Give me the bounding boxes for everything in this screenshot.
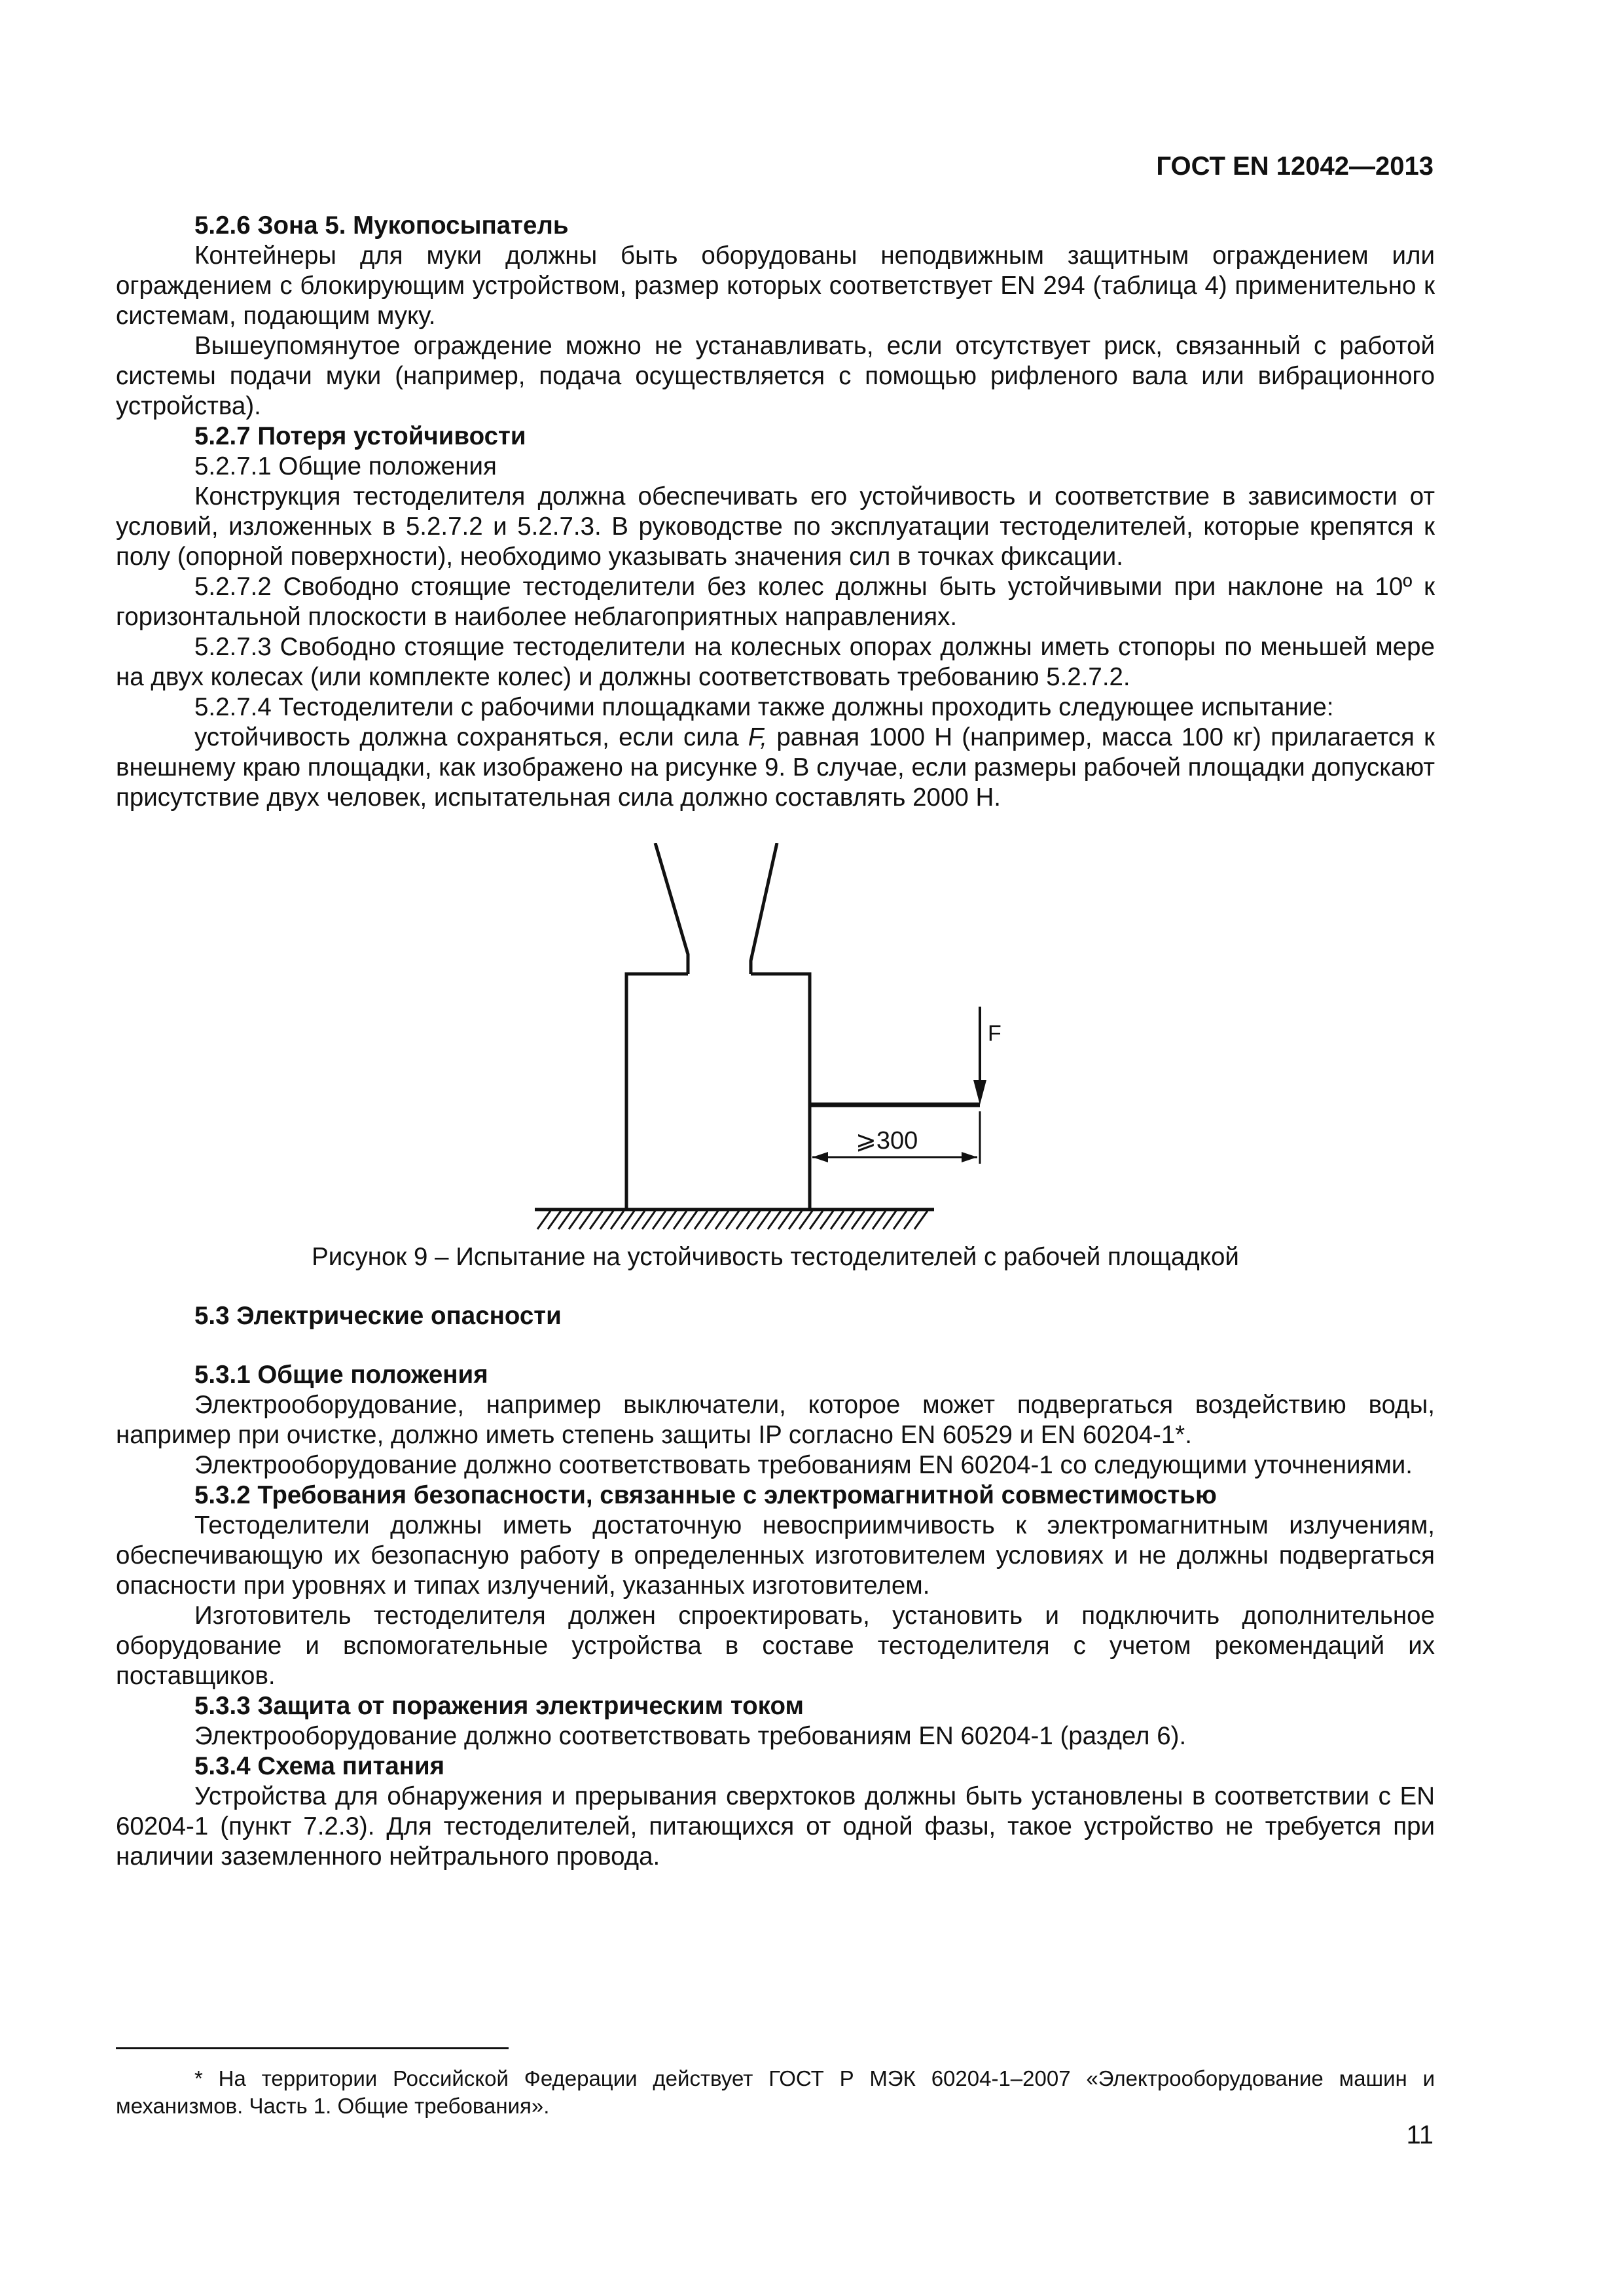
section-heading-5-3-4: 5.3.4 Схема питания (194, 1752, 445, 1780)
paragraph: Устройства для обнаружения и прерывания сверхтоков должны быть установлены в соответствии с EN 60204-1 (пункт 7.2.3). Для тестоделителей, питающихся от одной фазы, такое устройство не требуется при наличии заземленного нейтрального провода. (116, 1782, 1435, 1871)
paragraph: Электрооборудование должно соответствовать требованиям EN 60204-1 (раздел 6). (194, 1722, 1187, 1750)
footnote: * На территории Российской Федерации действует ГОСТ Р МЭК 60204-1–2007 «Электрооборудование машин и механизмов. Часть 1. Общие требования». (116, 2066, 1435, 2118)
paragraph: Конструкция тестоделителя должна обеспечивать его устойчивость и соответствие в зависимости от условий, изложенных в 5.2.7.2 и 5.2.7.3. В руководстве по эксплуатации тестоделителей, которые крепятся к полу (опорной поверхности), необходимо указывать значения сил в точках фиксации. (116, 482, 1435, 571)
hopper-right-wall (751, 843, 777, 974)
machine-body-left (626, 974, 688, 1210)
main-content (116, 211, 1435, 1872)
section-heading-5-3-2: 5.3.2 Требования безопасности, связанные с электромагнитной совместимостью (194, 1481, 1217, 1509)
subsection-heading-5-2-7-1: 5.2.7.1 Общие положения (194, 452, 497, 480)
paragraph: 5.2.7.2 Свободно стоящие тестоделители без колес должны быть устойчивыми при наклоне на 10º к горизонтальной плоскости в наиболее неблагоприятных направлениях. (116, 573, 1435, 631)
force-symbol: F, (748, 723, 768, 751)
section-heading-5-2-6: 5.2.6 Зона 5. Мукопосыпатель (194, 211, 569, 240)
figure-caption: Рисунок 9 – Испытание на устойчивость тестоделителей с рабочей площадкой (312, 1243, 1239, 1271)
machine-body-right (751, 974, 810, 1210)
paragraph: Контейнеры для муки должны быть оборудованы неподвижным защитным ограждением или ограждением с блокирующим устройством, размер которых соответствует EN 294 (таблица 4) применительно к системам, подающим муку. (116, 242, 1435, 330)
section-heading-5-2-7: 5.2.7 Потеря устойчивости (194, 422, 526, 450)
paragraph: Электрооборудование должно соответствовать требованиям EN 60204-1 со следующими уточнениями. (194, 1451, 1413, 1479)
section-heading-5-3-3: 5.3.3 Защита от поражения электрическим током (194, 1692, 804, 1720)
stability-test-diagram (535, 843, 1072, 1236)
paragraph (116, 723, 1435, 813)
paragraph: Электрооборудование, например выключатели, которое может подвергаться воздействию воды, например при очистке, должно иметь степень защиты IP согласно EN 60529 и EN 60204-1*. (116, 1391, 1435, 1449)
dimension-arrow-right (962, 1152, 977, 1162)
text-span: равная 1000 Н (например, масса 100 кг) прилагается к внешнему краю площадки, как изображено на рисунке 9. В случае, если размеры рабочей площадки допускают присутствие двух человек, испытательная сила должно составлять 2000 Н. (116, 723, 1435, 812)
hopper-left-wall (655, 843, 688, 974)
force-label: F (988, 1021, 1001, 1046)
force-arrow-head (973, 1080, 986, 1105)
text-span: устойчивость должна сохраняться, если сила (194, 723, 748, 751)
paragraph: Изготовитель тестоделителя должен спроектировать, установить и подключить дополнительное оборудование и вспомогательные устройства в составе тестоделителя с учетом рекомендаций их поставщиков. (116, 1602, 1435, 1690)
page-number: 11 (1406, 2121, 1434, 2149)
dimension-arrow-left (812, 1152, 828, 1162)
figure-9 (116, 843, 1435, 1242)
paragraph: 5.2.7.4 Тестоделители с рабочими площадками также должны проходить следующее испытание: (194, 693, 1334, 721)
footnote-separator (116, 2047, 509, 2049)
paragraph: Тестоделители должны иметь достаточную невосприимчивость к электромагнитным излучениям, обеспечивающую их безопасную работу в определенных изготовителем условиях и не должны подвергаться опасности при уровнях и типах излучений, указанных изготовителем. (116, 1511, 1435, 1600)
section-heading-5-3: 5.3 Электрические опасности (194, 1302, 562, 1330)
document-code-header: ГОСТ EN 12042—2013 (1156, 152, 1434, 181)
section-heading-5-3-1: 5.3.1 Общие положения (194, 1361, 488, 1389)
ground-hatching (537, 1211, 928, 1229)
dimension-label: ⩾300 (856, 1127, 918, 1155)
paragraph: Вышеупомянутое ограждение можно не устанавливать, если отсутствует риск, связанный с работой системы подачи муки (например, подача осуществляется с помощью рифленого вала или вибрационного устройства). (116, 332, 1435, 420)
paragraph: 5.2.7.3 Свободно стоящие тестоделители на колесных опорах должны иметь стопоры по меньшей мере на двух колесах (или комплекте колес) и должны соответствовать требованию 5.2.7.2. (116, 633, 1435, 691)
